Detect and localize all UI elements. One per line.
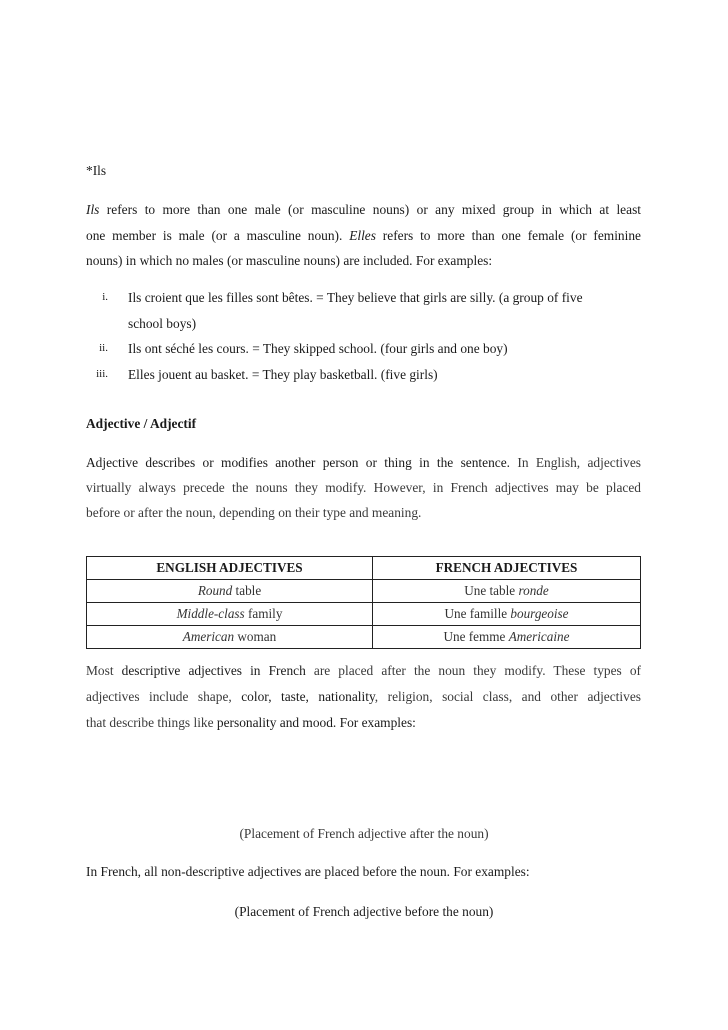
ils-heading: *Ils	[86, 163, 107, 178]
table-row	[87, 580, 641, 603]
para1-line2-b: refers to more than one female (or feminine	[375, 228, 641, 243]
french-adjectives-header: FRENCH ADJECTIVES	[373, 557, 641, 580]
caption-after-noun: (Placement of French adjective after the noun)	[239, 826, 489, 841]
para3-line2-b: color, taste, nationality	[241, 689, 375, 704]
para3-line2-a: adjectives include shape,	[86, 689, 242, 704]
french-adjective: Americaine	[508, 629, 570, 644]
para2-line1	[86, 455, 641, 471]
para3-line2-c: , religion, social class, and other adjectives	[374, 689, 641, 704]
example-text: Ils croient que les filles sont bêtes. = They believe that girls are silly. (a group of five	[128, 290, 583, 305]
table-row	[87, 626, 641, 649]
caption-before-noun: (Placement of French adjective before the noun)	[234, 904, 494, 919]
example-number: ii.	[99, 342, 108, 354]
example-number: iii.	[96, 368, 108, 380]
english-adjective: Middle-class	[176, 606, 245, 621]
elles-emphasis: Elles	[349, 228, 376, 243]
french-noun: Une famille	[444, 606, 511, 621]
french-cell	[373, 626, 641, 649]
table-header-row	[87, 557, 641, 580]
adjective-heading: Adjective / Adjectif	[86, 416, 197, 431]
french-cell	[373, 580, 641, 603]
para1-line3: nouns) in which no males (or masculine nouns) are included. For examples:	[86, 253, 493, 268]
english-cell	[87, 626, 373, 649]
para3-line3	[86, 715, 416, 731]
para3-line3-b: personality and mood. For examples:	[216, 715, 416, 730]
example-text-cont: school boys)	[128, 316, 197, 331]
para3-line1	[86, 663, 641, 679]
para3-line1-a: Most	[86, 663, 122, 678]
para2-line3: before or after the noun, depending on their type and meaning.	[86, 505, 422, 520]
para2-line2: virtually always precede the nouns they modify. However, in French adjectives may be placed	[86, 480, 641, 495]
english-noun: table	[232, 583, 262, 598]
english-cell	[87, 603, 373, 626]
english-adjective: Round	[197, 583, 233, 598]
para1-line1-text: refers to more than one male (or masculine nouns) or any mixed group in which at least	[99, 202, 641, 217]
example-number: i.	[102, 291, 108, 303]
table-row	[87, 603, 641, 626]
para3-line1-c: are placed after the noun they modify. These types of	[305, 663, 641, 678]
example-text: Elles jouent au basket. = They play basketball. (five girls)	[128, 367, 438, 382]
english-adjectives-header: ENGLISH ADJECTIVES	[87, 557, 373, 580]
ils-emphasis: Ils	[86, 202, 100, 217]
french-noun: Une femme	[443, 629, 509, 644]
english-noun: family	[244, 606, 283, 621]
english-noun: woman	[234, 629, 277, 644]
para3-line2	[86, 689, 641, 705]
para3-line3-a: that describe things like	[86, 715, 217, 730]
para2-line1-b: In English, adjectives	[510, 455, 642, 470]
para2-line1-a: Adjective describes or modifies another person or thing in the sentence.	[86, 455, 511, 470]
para1-line1	[86, 202, 641, 218]
french-adjective: bourgeoise	[510, 606, 569, 621]
english-cell	[87, 580, 373, 603]
para1-line2	[86, 228, 641, 244]
french-noun: Une table	[464, 583, 519, 598]
para3-line1-b: descriptive adjectives in French	[121, 663, 306, 678]
french-cell	[373, 603, 641, 626]
para1-line2-a: one member is male (or a masculine noun).	[86, 228, 350, 243]
adjectives-table	[86, 556, 641, 649]
example-text: Ils ont séché les cours. = They skipped school. (four girls and one boy)	[128, 341, 508, 356]
non-descriptive-line: In French, all non-descriptive adjectives are placed before the noun. For examples:	[86, 864, 530, 879]
french-adjective: ronde	[518, 583, 549, 598]
english-adjective: American	[182, 629, 235, 644]
